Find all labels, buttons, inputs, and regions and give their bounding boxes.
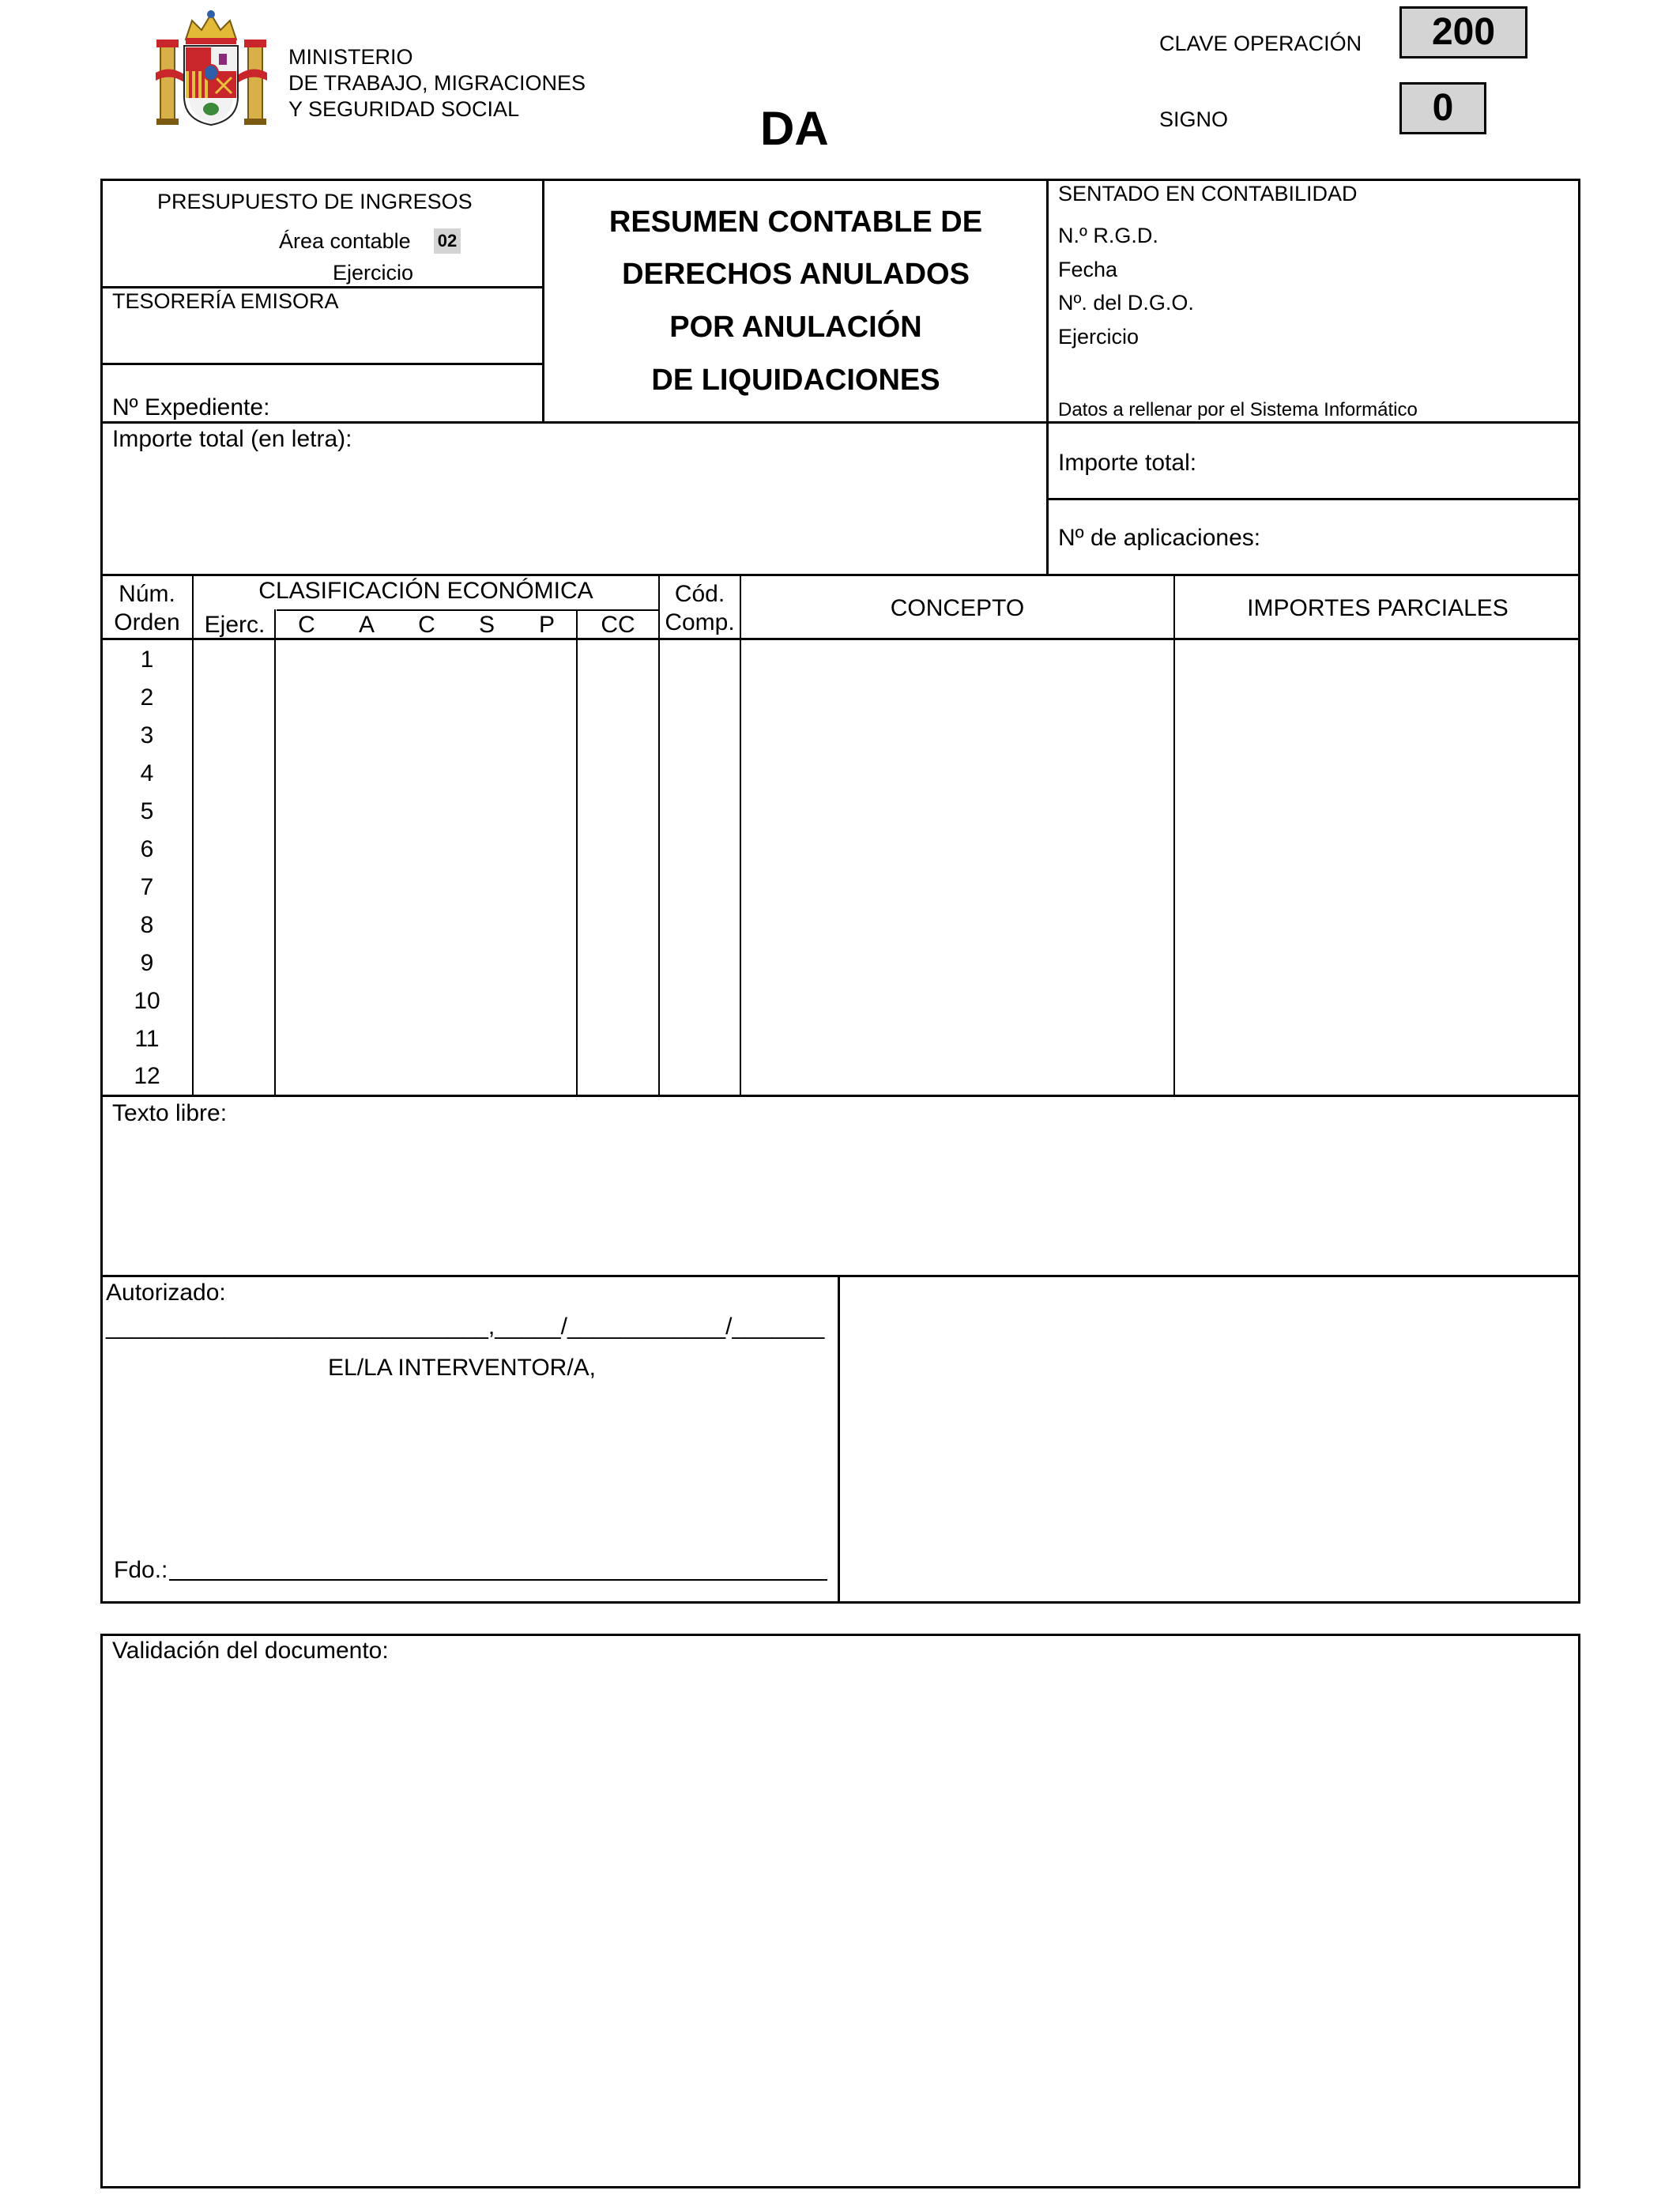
col-concepto: CONCEPTO (890, 595, 1025, 621)
autorizado-label: Autorizado: (106, 1280, 226, 1306)
row-number: 6 (140, 836, 154, 862)
col-sub-c2: C (418, 612, 435, 638)
divider (100, 638, 1580, 640)
col-cod-comp-line-2: Comp. (665, 609, 735, 635)
autorizado-date-line: _____________________________,_____/____________/_______ (106, 1314, 825, 1340)
col-cod-comp-line-1: Cód. (674, 581, 725, 607)
divider (838, 1275, 840, 1604)
signo-value: 0 (1399, 82, 1486, 134)
clave-operacion-label: CLAVE OPERACIÓN (1159, 32, 1362, 55)
row-number: 8 (140, 912, 154, 938)
divider (658, 574, 660, 1096)
col-num-orden-line-2: Orden (114, 609, 180, 635)
form-title-line-4: DE LIQUIDACIONES (651, 364, 940, 397)
doc-code: DA (760, 102, 829, 155)
row-number: 7 (140, 874, 154, 900)
col-cc: CC (601, 612, 635, 638)
row-number: 3 (140, 722, 154, 748)
expediente-field[interactable] (284, 392, 541, 420)
fecha-label: Fecha (1058, 258, 1118, 281)
divider (100, 286, 544, 288)
divider (740, 574, 741, 1096)
signature-line (169, 1579, 827, 1581)
row-number: 1 (140, 647, 154, 673)
ministry-line-1: MINISTERIO (288, 45, 413, 69)
importe-total-label: Importe total: (1058, 450, 1197, 476)
col-clasificacion-economica: CLASIFICACIÓN ECONÓMICA (258, 578, 593, 604)
fdo-label: Fdo.: (114, 1557, 168, 1583)
datos-sistema-note: Datos a rellenar por el Sistema Informático (1058, 399, 1418, 420)
row-number: 4 (140, 760, 154, 786)
col-sub-a: A (358, 612, 375, 638)
importe-total-field[interactable] (1221, 447, 1572, 481)
ejercicio-contable-label: Ejercicio (1058, 325, 1139, 349)
interventor-label: EL/LA INTERVENTOR/A, (328, 1355, 597, 1381)
row-number: 5 (140, 798, 154, 824)
divider (1047, 498, 1580, 500)
validacion-frame (100, 1634, 1580, 2188)
row-number: 2 (140, 684, 154, 711)
expediente-label: Nº Expediente: (112, 394, 270, 420)
aplicaciones-label: Nº de aplicaciones: (1058, 525, 1261, 551)
sentado-contabilidad-label: SENTADO EN CONTABILIDAD (1058, 182, 1358, 205)
tesoreria-emisora-label: TESORERÍA EMISORA (112, 289, 339, 313)
texto-libre-label: Texto libre: (112, 1100, 228, 1126)
tesoreria-emisora-field[interactable] (111, 318, 533, 357)
form-title-line-1: RESUMEN CONTABLE DE (608, 205, 983, 239)
divider (1173, 574, 1175, 1096)
texto-libre-field[interactable] (111, 1132, 1572, 1271)
area-contable-label: Área contable (279, 229, 411, 253)
clave-operacion-value: 200 (1399, 6, 1527, 58)
row-number: 10 (134, 988, 160, 1014)
spain-coat-of-arms-icon (154, 9, 269, 128)
divider (277, 609, 659, 611)
signo-label: SIGNO (1159, 107, 1229, 131)
form-title-line-3: POR ANULACIÓN (669, 311, 922, 344)
row-number: 11 (134, 1026, 160, 1052)
dgo-label: Nº. del D.G.O. (1058, 291, 1194, 315)
row-number: 9 (140, 950, 154, 976)
importe-letra-label: Importe total (en letra): (112, 426, 352, 452)
validacion-label: Validación del documento: (112, 1638, 389, 1664)
ministry-line-2: DE TRABAJO, MIGRACIONES (288, 71, 586, 95)
divider (576, 609, 578, 1096)
col-ejerc: Ejerc. (204, 612, 266, 638)
divider (100, 363, 544, 365)
presupuesto-label: PRESUPUESTO DE INGRESOS (157, 190, 473, 213)
col-sub-s: S (478, 612, 495, 638)
ministry-line-3: Y SEGURIDAD SOCIAL (288, 97, 520, 121)
divider (100, 421, 1580, 424)
divider (100, 1275, 1580, 1277)
ejercicio-label: Ejercicio (333, 261, 414, 285)
col-sub-c1: C (298, 612, 315, 638)
divider (100, 574, 1580, 576)
col-num-orden-line-1: Núm. (119, 581, 175, 607)
divider (274, 609, 276, 1096)
row-number: 12 (134, 1063, 160, 1089)
importe-letra-field[interactable] (111, 457, 1038, 571)
form-title-line-2: DERECHOS ANULADOS (622, 258, 970, 291)
col-sub-p: P (538, 612, 555, 638)
col-importes-parciales: IMPORTES PARCIALES (1247, 595, 1509, 621)
rgd-label: N.º R.G.D. (1058, 224, 1158, 247)
aplicaciones-field[interactable] (1280, 522, 1572, 556)
divider (100, 1095, 1580, 1097)
area-contable-value: 02 (434, 228, 461, 254)
